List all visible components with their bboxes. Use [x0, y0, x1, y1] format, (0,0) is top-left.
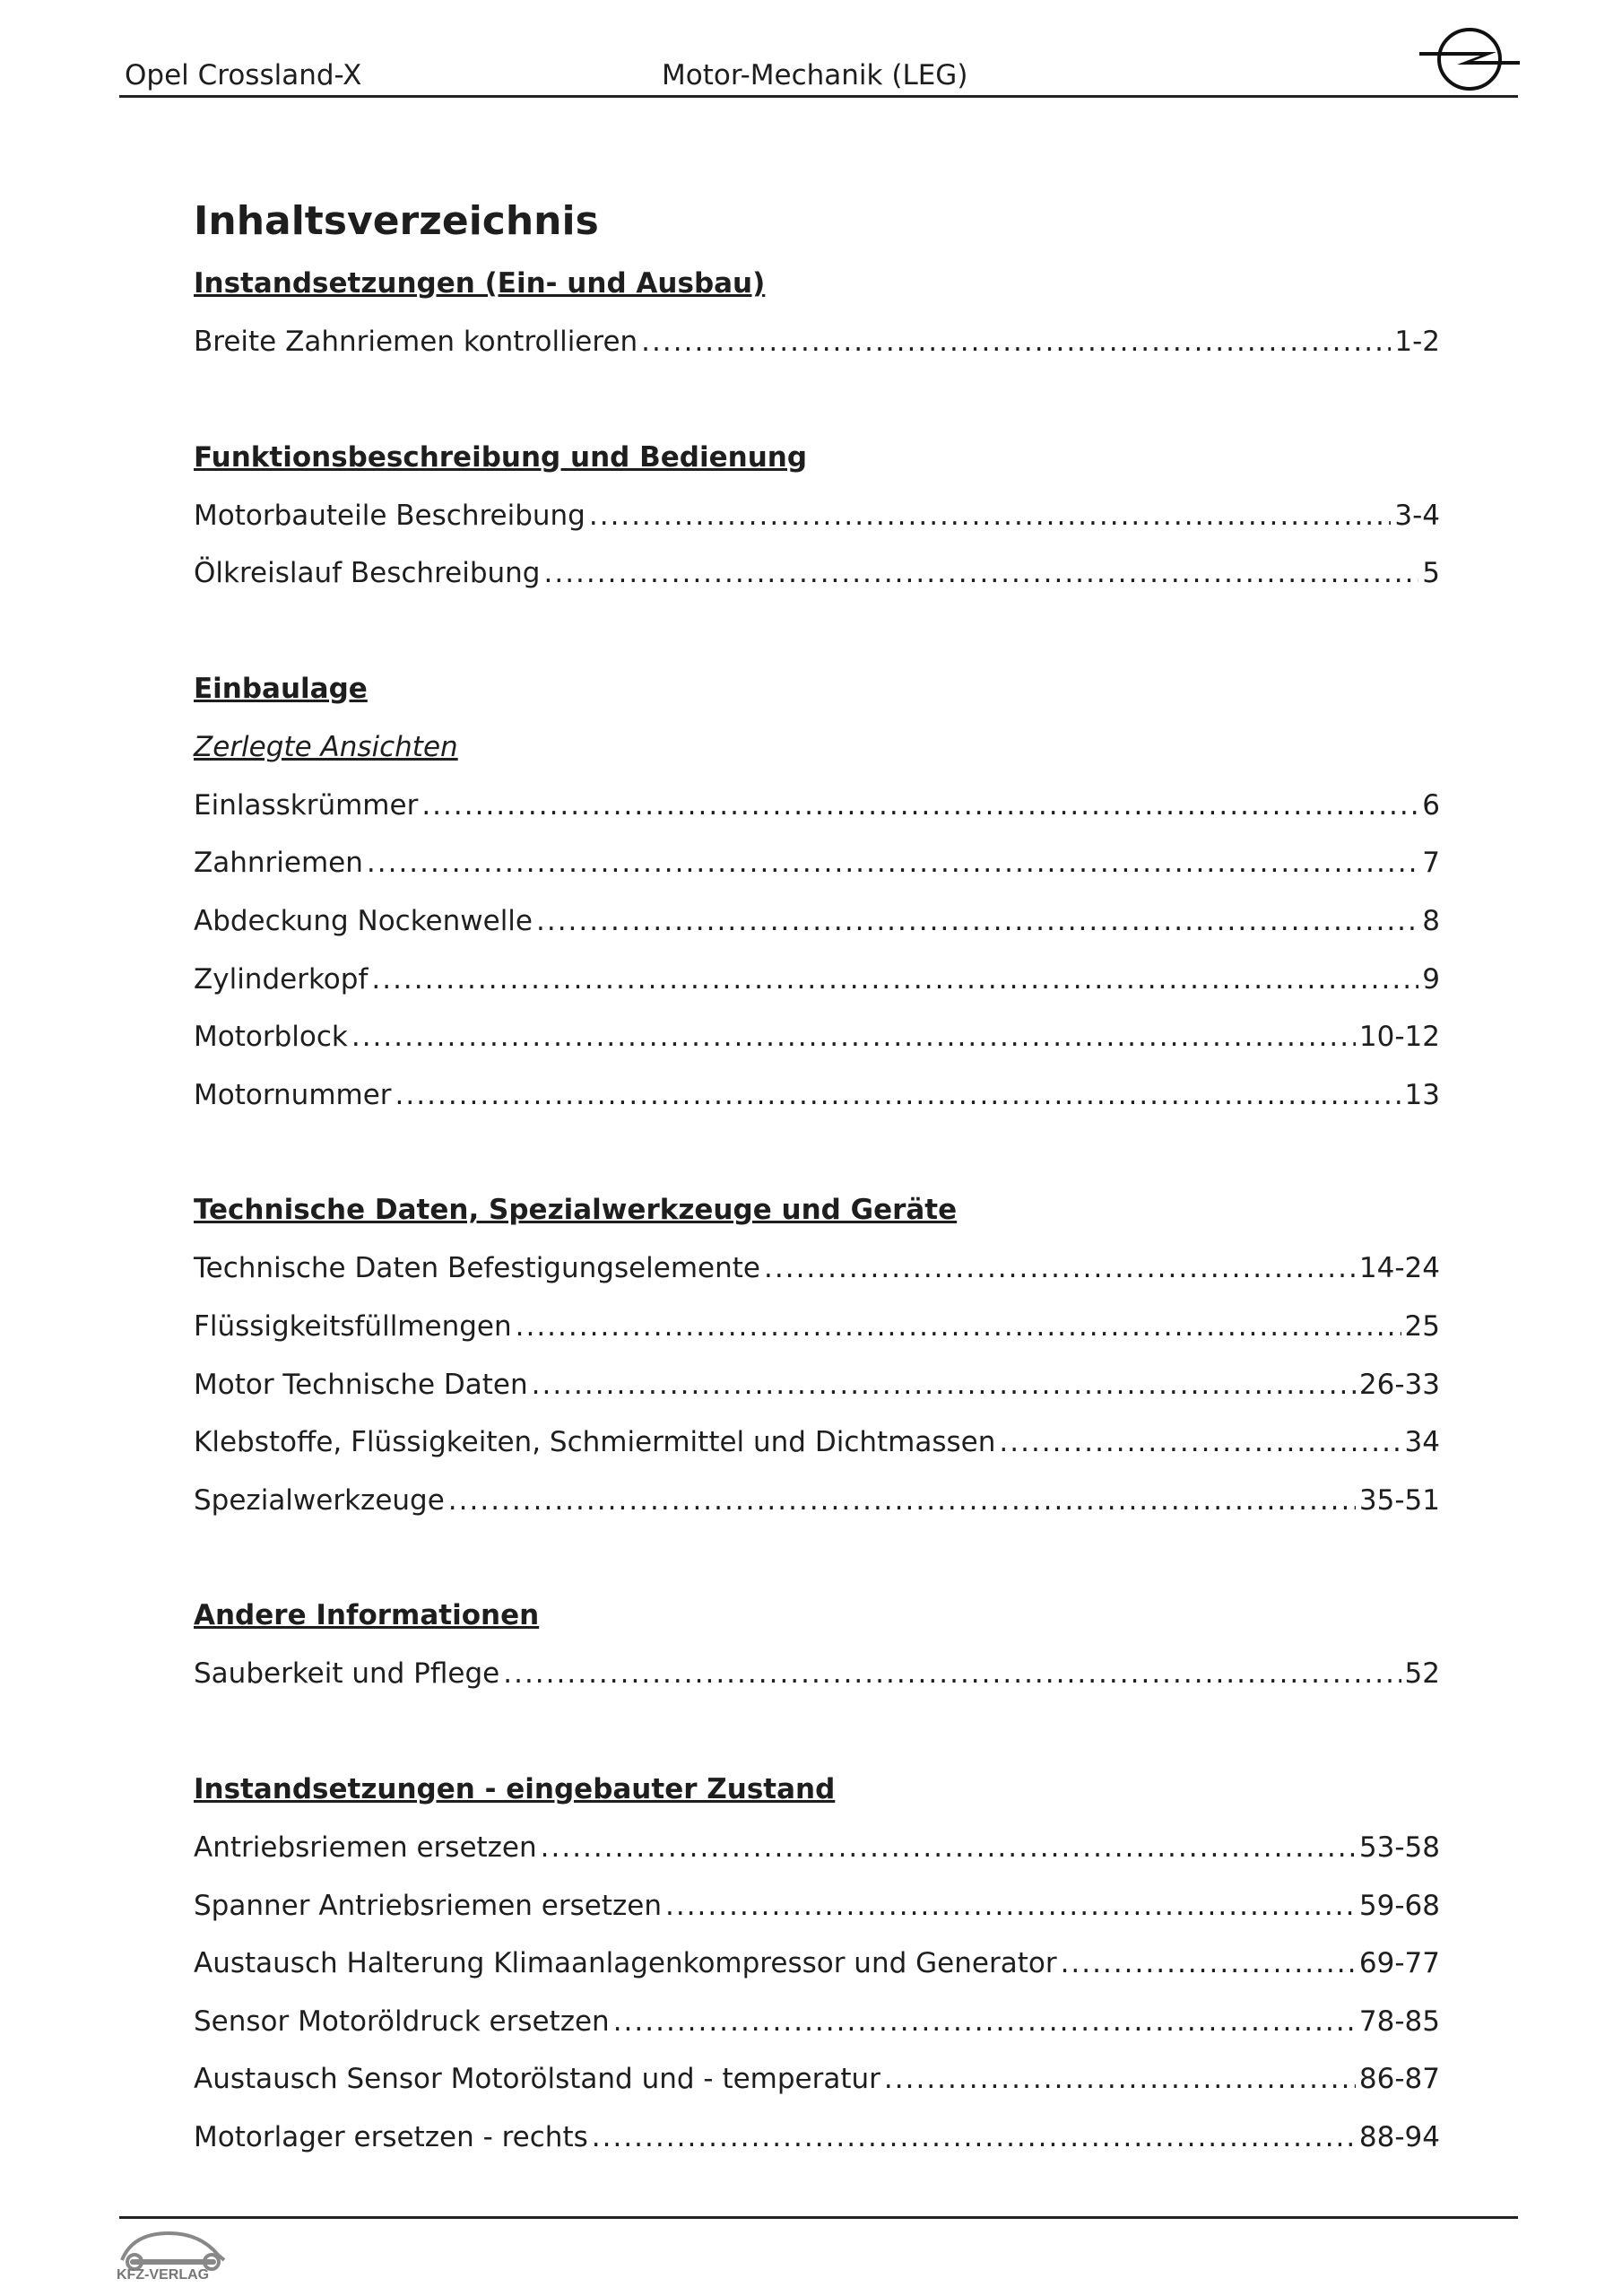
toc-entry[interactable] [194, 777, 1440, 835]
header-manual-title: Motor-Mechanik (LEG) [662, 59, 968, 91]
leader-dots [543, 544, 1418, 603]
toc-entry[interactable] [194, 892, 1440, 951]
toc-entry-label: Technische Daten Befestigungselemente [194, 1252, 761, 1285]
toc-entry-label: Antriebsriemen ersetzen [194, 1831, 537, 1864]
leader-dots [503, 1645, 1401, 1703]
section-heading: Technische Daten, Spezialwerkzeuge und Geräte [194, 1194, 958, 1227]
footer-publisher-logo-text: KFZ-VERLAG [117, 2267, 210, 2283]
section-heading: Instandsetzungen (Ein- und Ausbau) [194, 267, 766, 300]
leader-dots [395, 1066, 1401, 1125]
toc-entry[interactable] [194, 1066, 1440, 1125]
leader-dots [613, 1993, 1356, 2051]
toc-entry-label: Ölkreislauf Beschreibung [194, 557, 541, 590]
toc-entry-page: 86-87 [1358, 2063, 1440, 2096]
toc-entry-label: Spanner Antriebsriemen ersetzen [194, 1889, 662, 1922]
toc-entry-page: 9 [1422, 962, 1440, 996]
toc-entry[interactable] [194, 1472, 1440, 1530]
toc-entry[interactable] [194, 487, 1440, 545]
page-header [119, 25, 1518, 98]
toc-entry-label: Spezialwerkzeuge [194, 1483, 445, 1517]
opel-logo-icon [1418, 25, 1522, 93]
toc-entry[interactable] [194, 1645, 1440, 1703]
toc-entry-label: Zylinderkopf [194, 962, 369, 996]
section-heading: Funktionsbeschreibung und Bedienung [194, 440, 808, 474]
footer-divider [119, 2216, 1518, 2219]
toc-entry[interactable] [194, 1819, 1440, 1877]
toc-entry[interactable] [194, 2109, 1440, 2167]
toc-entry-page: 13 [1404, 1078, 1440, 1111]
leader-dots [999, 1413, 1401, 1472]
toc-entry[interactable] [194, 1993, 1440, 2051]
leader-dots [532, 1356, 1356, 1414]
toc-entry-page: 52 [1404, 1657, 1440, 1691]
toc-entry[interactable] [194, 1356, 1440, 1414]
toc-entry-page: 69-77 [1358, 1947, 1440, 1980]
leader-dots [351, 1008, 1356, 1066]
section-subheading: Zerlegte Ansichten [194, 730, 458, 763]
toc-entry[interactable] [194, 951, 1440, 1009]
toc-entry-page: 35-51 [1358, 1483, 1440, 1517]
toc-entry-label: Motor Technische Daten [194, 1368, 528, 1401]
toc-entry-page: 88-94 [1358, 2120, 1440, 2153]
leader-dots [592, 2109, 1356, 2167]
toc-entry[interactable] [194, 2050, 1440, 2109]
toc-title: Inhaltsverzeichnis [194, 198, 599, 244]
toc-entry-label: Austausch Sensor Motorölstand und - temperatur [194, 2063, 880, 2096]
toc-entry-label: Sauberkeit und Pflege [194, 1657, 500, 1691]
toc-entry[interactable] [194, 834, 1440, 892]
toc-entry-label: Austausch Halterung Klimaanlagenkompressor und Generator [194, 1947, 1057, 1980]
leader-dots [541, 1819, 1356, 1877]
toc-entry-page: 7 [1422, 847, 1440, 880]
toc-entry[interactable] [194, 1239, 1440, 1298]
toc-entry-label: Einlasskrümmer [194, 788, 419, 822]
toc-entry-page: 8 [1422, 904, 1440, 937]
toc-entry-label: Motorbauteile Beschreibung [194, 499, 585, 532]
toc-entry[interactable] [194, 544, 1440, 603]
leader-dots [516, 1298, 1401, 1356]
toc-entry-label: Flüssigkeitsfüllmengen [194, 1309, 512, 1343]
toc-entry-page: 53-58 [1358, 1831, 1440, 1864]
toc-entry-page: 5 [1422, 557, 1440, 590]
toc-entry-page: 6 [1422, 788, 1440, 822]
toc-entry-page: 78-85 [1358, 2005, 1440, 2038]
section-heading: Instandsetzungen - eingebauter Zustand [194, 1772, 836, 1805]
toc-entry-page: 25 [1404, 1309, 1440, 1343]
leader-dots [536, 892, 1418, 951]
toc-entry[interactable] [194, 1298, 1440, 1356]
table-of-contents [194, 188, 1440, 2166]
toc-entry-label: Zahnriemen [194, 847, 363, 880]
header-model: Opel Crossland-X [125, 59, 362, 91]
section-heading: Andere Informationen [194, 1599, 540, 1632]
toc-entry-label: Klebstoffe, Flüssigkeiten, Schmiermittel und Dichtmassen [194, 1426, 996, 1459]
leader-dots [421, 777, 1418, 835]
toc-entry-page: 34 [1404, 1426, 1440, 1459]
toc-entry-page: 10-12 [1358, 1021, 1440, 1054]
toc-entry-label: Breite Zahnriemen kontrollieren [194, 326, 638, 358]
toc-entry-page: 59-68 [1358, 1889, 1440, 1922]
toc-entry-label: Sensor Motoröldruck ersetzen [194, 2005, 610, 2038]
toc-entry-page: 1-2 [1394, 326, 1440, 358]
leader-dots [371, 951, 1418, 1009]
leader-dots [589, 487, 1391, 545]
toc-entry-page: 3-4 [1394, 499, 1440, 532]
toc-entry[interactable] [194, 1877, 1440, 1935]
leader-dots [641, 313, 1391, 371]
leader-dots [764, 1239, 1356, 1298]
toc-entry-label: Motorlager ersetzen - rechts [194, 2120, 588, 2153]
toc-entry[interactable] [194, 1008, 1440, 1066]
toc-entry-label: Motornummer [194, 1078, 392, 1111]
toc-entry-label: Motorblock [194, 1021, 348, 1054]
toc-entry-page: 26-33 [1358, 1368, 1440, 1401]
toc-entry[interactable] [194, 1935, 1440, 1993]
toc-entry[interactable] [194, 1413, 1440, 1472]
section-heading: Einbaulage [194, 672, 368, 705]
toc-entry-label: Abdeckung Nockenwelle [194, 904, 533, 937]
toc-entry-page: 14-24 [1358, 1252, 1440, 1285]
toc-entry[interactable] [194, 313, 1440, 371]
leader-dots [367, 834, 1418, 892]
leader-dots [1061, 1935, 1356, 1993]
leader-dots [884, 2050, 1356, 2109]
leader-dots [665, 1877, 1356, 1935]
leader-dots [448, 1472, 1356, 1530]
